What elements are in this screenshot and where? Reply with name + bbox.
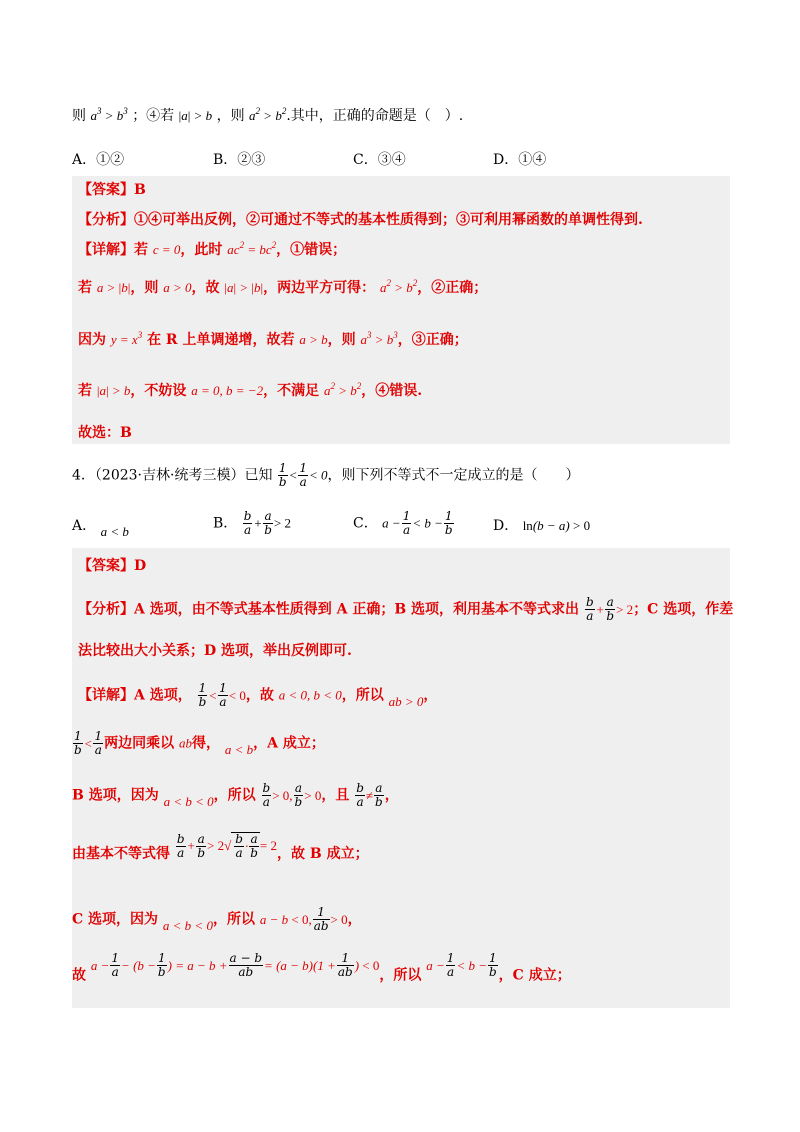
q3-option-b: B．②③ bbox=[213, 152, 266, 168]
q3-answer: 【答案】B bbox=[78, 182, 146, 198]
q3-detail-line-3: 因为 $y = x^3$ 在 R 上单调递增，故若 a > b，则 $a^3 > b^3$，③正确； bbox=[78, 330, 468, 348]
q4-detail-line-1: 【详解】A 选项， $\frac{1}{b}$ < $\frac{1}{a}$ < 0，故 a < 0, b < 0，所以 ab > 0， bbox=[78, 681, 438, 709]
q4-detail-line-4: 由基本不等式得 $\frac{b}{a}$ + $\frac{a}{b}$ > 2√ $\frac{b}{a}$ · $\frac{a}{b}$ = 2，故 B 成立； bbox=[72, 831, 369, 862]
q3-analysis: 【分析】①④可举出反例，②可通过不等式的基本性质得到；③可利用幂函数的单调性得到. bbox=[78, 212, 643, 228]
q3-option-a: A．①② bbox=[72, 152, 125, 168]
q4-analysis-line-2: 法比较出大小关系；D 选项，举出反例即可. bbox=[78, 643, 352, 659]
q4-option-d: D． ln(b − a) > 0 bbox=[493, 518, 591, 534]
q4-analysis-line-1: 【分析】A 选项，由不等式基本性质得到 A 正确；B 选项，利用基本不等式求出 $\frac{b}{a}$ + $\frac{a}{b}$ > 2；C 选项，作差 bbox=[78, 595, 734, 623]
q4-option-a: A． a < b bbox=[72, 518, 129, 539]
formula-a3-gt-b3: $a^3 > b^3$ bbox=[90, 106, 128, 123]
q4-detail-line-5: C 选项，因为 a < b < 0，所以 a − b < 0, $\frac{1}{ab}$ > 0， bbox=[72, 905, 362, 933]
formula-abs-a-gt-b: |a| > b bbox=[178, 108, 213, 123]
q4-option-b: B． $\frac{b}{a}$ + $\frac{a}{b}$ > 2 bbox=[213, 509, 291, 537]
q3-detail-line-4: 若 |a| > b，不妨设 a = 0, b = −2，不满足 $a^2 > b^2$，④错误. bbox=[78, 381, 423, 399]
q4-stem: 4．（2023·吉林·统考三模）已知 $\frac{1}{b}$ < $\frac{1}{a}$ < 0，则下列不等式不一定成立的是（ ） bbox=[72, 461, 580, 489]
q4-detail-line-6: 故 a − $\frac{1}{a}$ − (b − $\frac{1}{b}$ ) = a − b + $\frac{a - b}{ab}$ = (a − b)(1 + $\frac{1}{ab}$ ) < 0，所以 a − $\frac{1}{a}$ < b − $\frac{1}{b}$ ，C 成立； bbox=[72, 951, 571, 984]
q4-option-c: C． a − $\frac{1}{a}$ < b − $\frac{1}{b}$ bbox=[353, 509, 453, 537]
q3-stem-line: 则 $a^3 > b^3$ ；④若 |a| > b ，则 $a^2 > b^2$.其中，正确的命题是（ ）. bbox=[72, 106, 464, 124]
q4-detail-line-3: B 选项，因为 a < b < 0，所以 $\frac{b}{a}$ > 0, $\frac{a}{b}$ > 0，且 $\frac{b}{a}$ ≠ $\frac{a}{b}$ ， bbox=[72, 781, 399, 809]
q3-option-c: C．③④ bbox=[353, 152, 406, 168]
q4-detail-line-2: $\frac{1}{b}$ < $\frac{1}{a}$ 两边同乘以 ab得， a < b，A 成立； bbox=[74, 729, 325, 757]
q3-detail-line-2: 若 a > |b|，则 a > 0，故 |a| > |b|，两边平方可得： $a^2 > b^2$，②正确； bbox=[78, 278, 488, 296]
q3-detail-line-1: 【详解】若 c = 0，此时 $ac^2 = bc^2$，①错误； bbox=[78, 240, 347, 258]
q4-answer: 【答案】D bbox=[78, 558, 147, 574]
formula-a2-gt-b2: $a^2 > b^2$ bbox=[249, 106, 287, 123]
q3-conclusion: 故选：B bbox=[78, 425, 132, 441]
q3-option-d: D．①④ bbox=[493, 152, 547, 168]
